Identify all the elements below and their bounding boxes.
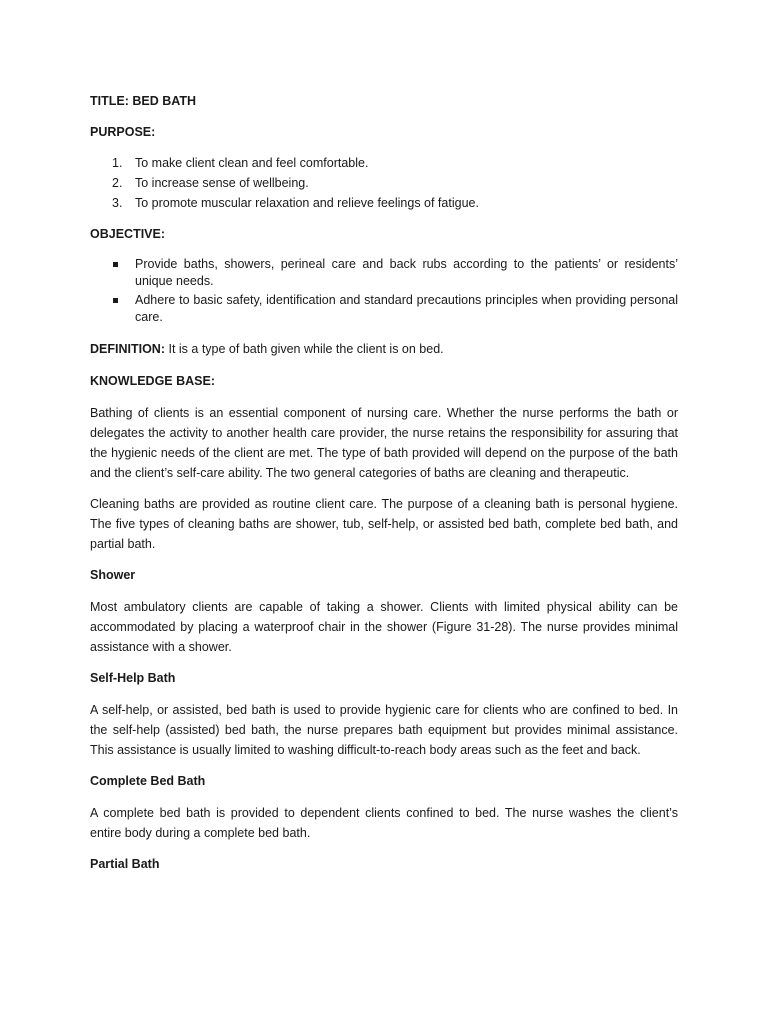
purpose-item — [90, 153, 678, 173]
purpose-item-text: To increase sense of wellbeing. — [135, 176, 309, 190]
purpose-item-text: To make client clean and feel comfortable. — [135, 156, 369, 170]
definition-paragraph — [90, 339, 678, 359]
purpose-item-number: 1. — [112, 156, 123, 170]
definition-label: DEFINITION: — [90, 342, 165, 356]
bullet-icon — [113, 262, 118, 267]
objective-item-text: Provide baths, showers, perineal care and back rubs according to the patients’ or residents’ unique needs. — [135, 257, 678, 288]
purpose-item — [90, 173, 678, 193]
document-title: TITLE: BED BATH — [90, 94, 197, 108]
purpose-heading: PURPOSE: — [90, 125, 156, 139]
self-help-heading: Self-Help Bath — [90, 671, 176, 685]
purpose-item-text: To promote muscular relaxation and relieve feelings of fatigue. — [135, 196, 479, 210]
objective-item — [90, 256, 678, 290]
knowledge-base-paragraph: Cleaning baths are provided as routine client care. The purpose of a cleaning bath is personal hygiene. The five types of cleaning baths are shower, tub, self-help, or assisted bed bath, complete bed bath, and partial bath. — [90, 497, 678, 551]
knowledge-base-heading: KNOWLEDGE BASE: — [90, 374, 215, 388]
purpose-item-number: 2. — [112, 176, 123, 190]
knowledge-base-paragraph: Bathing of clients is an essential component of nursing care. Whether the nurse performs the bath or delegates the activity to another health care provider, the nurse retains the responsibility for assuring that the hygienic needs of the client are met. The type of bath provided will depend on the purpose of the bath and the client’s self-care ability. The two general categories of baths are cleaning and therapeutic. — [90, 406, 678, 480]
purpose-item — [90, 193, 678, 213]
shower-heading: Shower — [90, 568, 136, 582]
complete-bed-bath-heading: Complete Bed Bath — [90, 774, 206, 788]
objective-item-text: Adhere to basic safety, identification and standard precautions principles when providing personal care. — [135, 293, 678, 324]
complete-bed-bath-paragraph: A complete bed bath is provided to dependent clients confined to bed. The nurse washes the client’s entire body during a complete bed bath. — [90, 806, 678, 840]
objective-heading: OBJECTIVE: — [90, 227, 166, 241]
definition-text: It is a type of bath given while the client is on bed. — [165, 342, 444, 356]
purpose-item-number: 3. — [112, 196, 123, 210]
objective-list — [90, 256, 678, 326]
purpose-list — [90, 153, 678, 213]
self-help-paragraph: A self-help, or assisted, bed bath is used to provide hygienic care for clients who are confined to bed. In the self-help (assisted) bed bath, the nurse prepares bath equipment but provides minimal assistance. This assistance is usually limited to washing difficult-to-reach body areas such as the feet and back. — [90, 703, 678, 757]
shower-paragraph: Most ambulatory clients are capable of taking a shower. Clients with limited physical ability can be accommodated by placing a waterproof chair in the shower (Figure 31-28). The nurse provides minimal assistance with a shower. — [90, 600, 678, 654]
partial-bath-heading: Partial Bath — [90, 857, 160, 871]
objective-item — [90, 292, 678, 326]
bullet-icon — [113, 298, 118, 303]
